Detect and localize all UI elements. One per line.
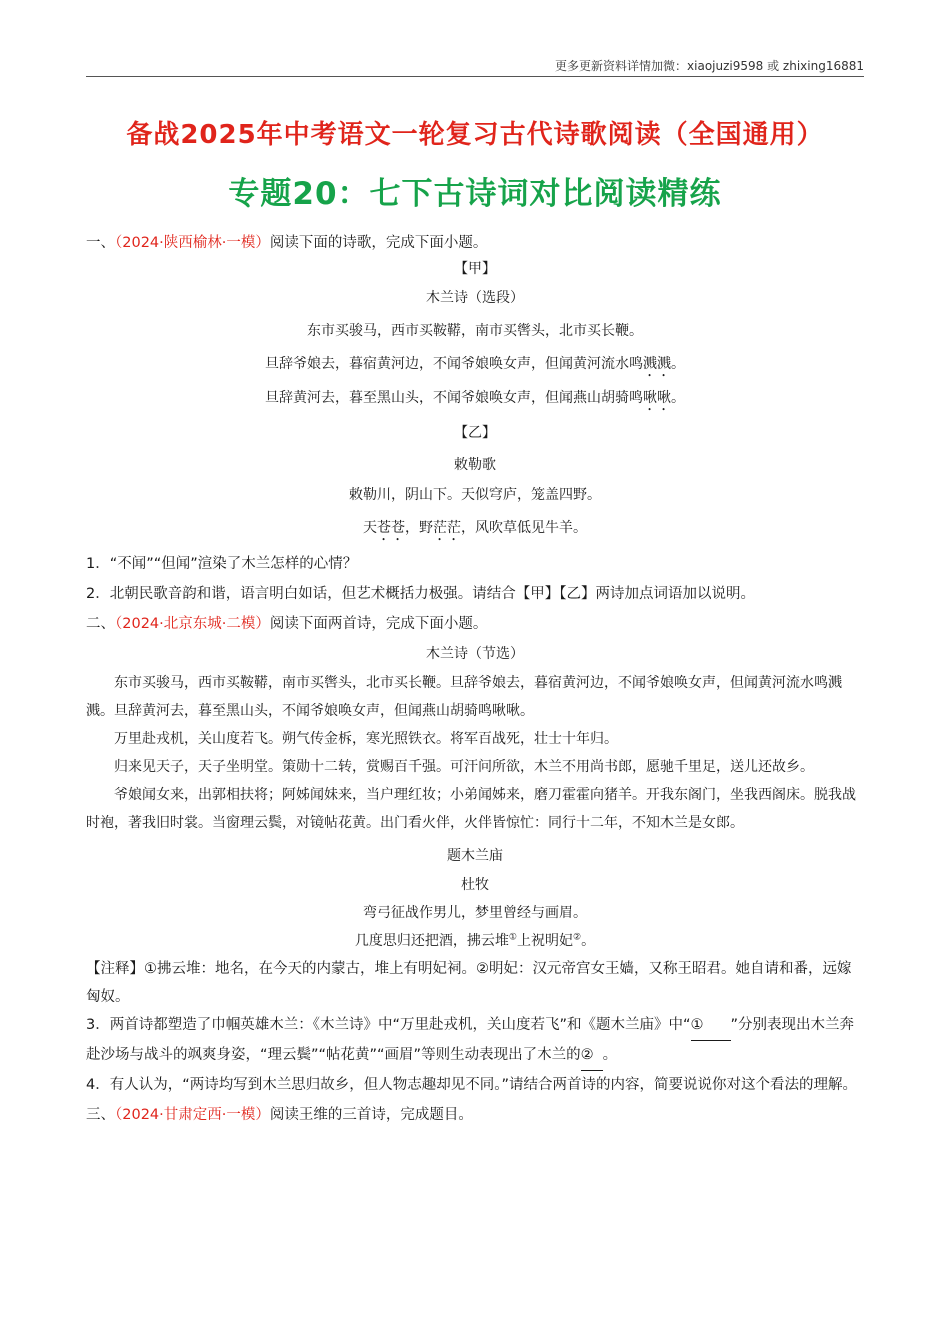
header-divider [86, 76, 864, 77]
poem-line: 东市买骏马，西市买鞍鞯，南市买辔头，北市买长鞭。 [307, 323, 643, 339]
poem-title-mulan-excerpt: 木兰诗（节选） [426, 646, 524, 662]
poem-line: 弯弓征战作男儿，梦里曾经与画眉。 [363, 905, 587, 921]
poem-text: 。 [581, 933, 596, 949]
question-3 [86, 1011, 864, 1071]
question-2: 2．北朝民歌音韵和谐，语言明白如话，但艺术概括力极强。请结合【甲】【乙】两诗加点词语加以说明。 [86, 586, 755, 602]
poem-text: 天 [363, 520, 377, 536]
document-title: 备战2025年中考语文一轮复习古代诗歌阅读（全国通用） [126, 120, 824, 150]
footnote-marker: ① [508, 932, 517, 943]
section-source: （2024·陕西榆林·一模） [115, 235, 270, 251]
poem-paragraph: 归来见天子，天子坐明堂。策勋十二转，赏赐百千强。可汗问所欲，木兰不用尚书郎，愿驰千里足，送儿还故乡。 [114, 759, 814, 775]
poem-text: ，野 [405, 520, 433, 536]
question-text: 3．两首诗都塑造了巾帼英雄木兰：《木兰诗》中“万里赴戎机，关山度若飞”和《题木兰庙》中“ [86, 1017, 691, 1033]
poem-text: 旦辞黄河去，暮至黑山头，不闻爷娘唤女声，但闻燕山胡骑鸣 [265, 390, 643, 406]
header-note: 更多更新资料详情加微：xiaojuzi9598 或 zhixing16881 [555, 59, 864, 73]
question-text: ”分别表现出木兰奔赴沙场与战斗的飒爽身姿，“理云鬓”“帖花黄”“画眉”等则生动表现出了木兰的 [86, 1017, 855, 1063]
emphasized-word: 茫茫 [433, 520, 461, 536]
section-instruction: 阅读王维的三首诗，完成题目。 [269, 1107, 473, 1123]
poem-paragraph: 东市买骏马，西市买鞍鞯，南市买辔头，北市买长鞭。旦辞爷娘去，暮宿黄河边，不闻爷娘唤女声，但闻黄河流水鸣溅溅。旦辞黄河去，暮至黑山头，不闻爷娘唤女声，但闻燕山胡骑鸣啾啾。 [86, 675, 842, 719]
section-source: （2024·北京东城·二模） [115, 616, 270, 632]
poem-title-mulan-temple: 题木兰庙 [447, 848, 503, 864]
poem-text: 。 [671, 356, 685, 372]
section-1-heading [86, 230, 864, 257]
emphasized-word: 苍苍 [377, 520, 405, 536]
poem-author: 杜牧 [461, 877, 489, 893]
section-source: （2024·甘肃定西·一模） [115, 1107, 270, 1123]
poem-title-mulan-excerpt: 木兰诗（选段） [426, 290, 524, 306]
note-text: ①拂云堆：地名，在今天的内蒙古，堆上有明妃祠。②明妃：汉元帝宫女王嫱，又称王昭君。她自请和番，远嫁匈奴。 [86, 961, 852, 1005]
document-body [86, 230, 864, 1130]
document-subtitle: 专题20：七下古诗词对比阅读精练 [228, 176, 722, 212]
blank-number: ② [580, 1047, 594, 1063]
poem-line [86, 927, 864, 955]
section-number: 三、 [86, 1107, 115, 1123]
section-3-heading [86, 1100, 864, 1130]
section-instruction: 阅读下面两首诗，完成下面小题。 [269, 616, 488, 632]
poem-line [86, 511, 864, 545]
poem-line [86, 347, 864, 381]
section-instruction: 阅读下面的诗歌，完成下面小题。 [269, 235, 488, 251]
poem-label-jia: 【甲】 [454, 261, 496, 277]
section-number: 一、 [86, 235, 115, 251]
footnote-marker: ② [573, 932, 582, 943]
poem-paragraph: 爷娘闻女来，出郭相扶将；阿姊闻妹来，当户理红妆；小弟闻姊来，磨刀霍霍向猪羊。开我东阁门，坐我西阁床。脱我战时袍，著我旧时裳。当窗理云鬓，对镜帖花黄。出门看火伴，火伴皆惊忙：同行十二年，不知木兰是女郎。 [86, 787, 856, 831]
section-number: 二、 [86, 616, 115, 632]
poem-title-chile-song: 敕勒歌 [454, 457, 496, 473]
note-label: 【注释】 [86, 961, 144, 977]
answer-blank-1[interactable] [691, 1011, 731, 1041]
poem-line [86, 381, 864, 415]
poem-line: 敕勒川，阴山下。天似穹庐，笼盖四野。 [349, 487, 601, 503]
question-text: 。 [602, 1047, 618, 1063]
question-4: 4．有人认为，“两诗均写到木兰思归故乡，但人物志趣却见不同。”请结合两首诗的内容，简要说说你对这个看法的理解。 [86, 1077, 857, 1093]
poem-text: 几度思归还把酒，拂云堆 [354, 933, 509, 949]
emphasized-word: 啾啾 [643, 390, 671, 406]
poem-text: 上祝明妃 [517, 933, 573, 949]
poem-text: 旦辞爷娘去，暮宿黄河边，不闻爷娘唤女声，但闻黄河流水鸣 [265, 356, 643, 372]
question-1: 1．“不闻”“但闻”渲染了木兰怎样的心情？ [86, 556, 358, 572]
section-2-heading [86, 609, 864, 639]
annotation-note [86, 955, 864, 1011]
emphasized-word: 溅溅 [643, 356, 671, 372]
poem-text: ，风吹草低见牛羊。 [461, 520, 587, 536]
poem-label-yi: 【乙】 [454, 425, 496, 441]
poem-paragraph: 万里赴戎机，关山度若飞。朔气传金柝，寒光照铁衣。将军百战死，壮士十年归。 [114, 731, 618, 747]
blank-number: ① [690, 1017, 704, 1033]
answer-blank-2[interactable] [581, 1041, 603, 1071]
poem-text: 。 [671, 390, 685, 406]
